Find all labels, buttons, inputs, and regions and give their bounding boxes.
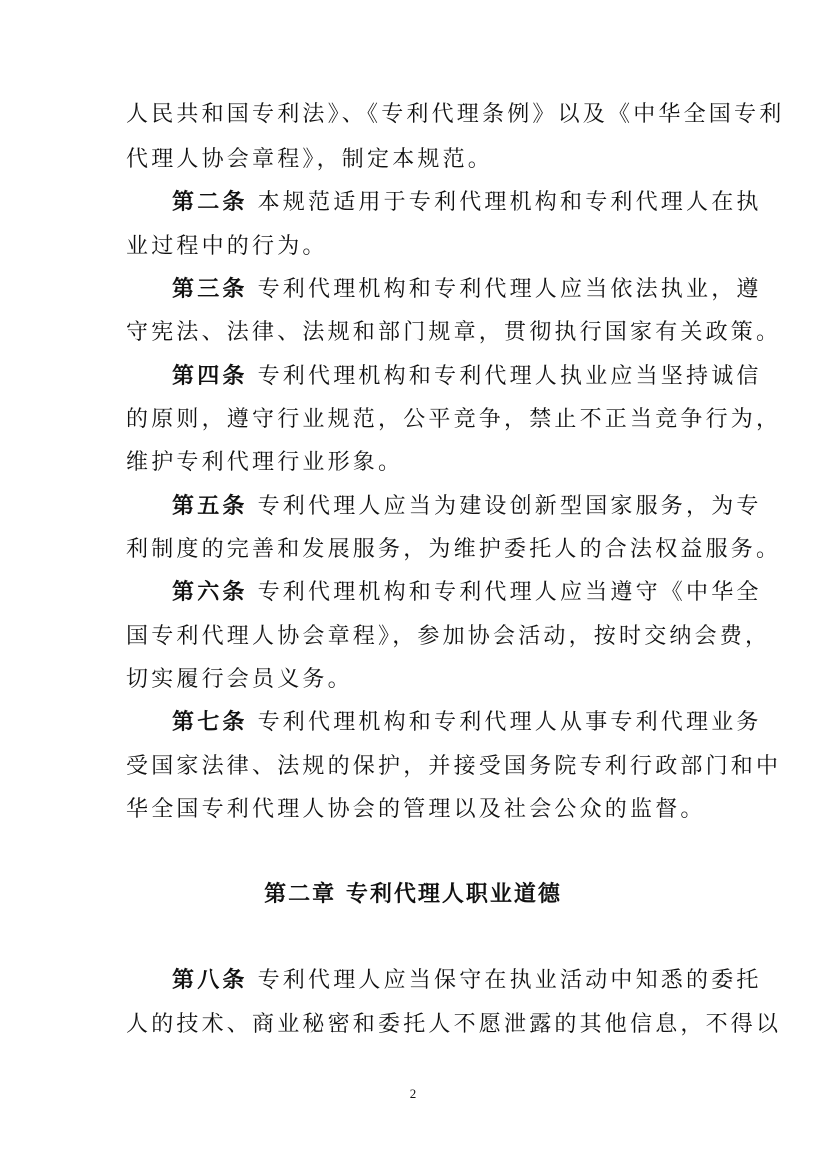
article-4-first-line (172, 362, 762, 392)
article-5-label: 第五条 (172, 494, 248, 519)
continuation-line-2: 代理人协会章程》，制定本规范。 (126, 147, 494, 172)
article-6-line-2: 国专利代理人协会章程》，参加协会活动，按时交纳会费， (126, 624, 771, 649)
article-6-text: 专利代理机构和专利代理人应当遵守《中华全 (257, 580, 762, 605)
chapter-heading: 第二章 专利代理人职业道德 (264, 882, 562, 907)
article-6-first-line (172, 578, 762, 608)
article-5-line-2: 利制度的完善和发展服务，为维护委托人的合法权益服务。 (126, 537, 782, 562)
article-4-label: 第四条 (172, 364, 248, 389)
article-7-first-line (172, 708, 762, 738)
article-4-line-2: 的原则，遵守行业规范，公平竞争，禁止不正当竞争行为， (126, 407, 782, 432)
article-4-text: 专利代理机构和专利代理人执业应当坚持诚信 (257, 364, 762, 389)
article-6-line-3: 切实履行会员义务。 (126, 667, 353, 692)
article-8-line-2: 人的技术、商业秘密和委托人不愿泄露的其他信息，不得以 (126, 1012, 782, 1037)
article-2-label: 第二条 (172, 190, 248, 215)
article-7-text: 专利代理机构和专利代理人从事专利代理业务 (257, 710, 762, 735)
article-7-line-2: 受国家法律、法规的保护，并接受国务院专利行政部门和中 (126, 754, 782, 779)
article-3-line-2: 守宪法、法律、法规和部门规章，贯彻执行国家有关政策。 (126, 320, 782, 345)
article-5-text: 专利代理人应当为建设创新型国家服务，为专 (257, 494, 762, 519)
article-2-text: 本规范适用于专利代理机构和专利代理人在执 (257, 190, 762, 215)
article-3-label: 第三条 (172, 277, 248, 302)
continuation-line-1: 人民共和国专利法》、《专利代理条例》以及《中华全国专利 (126, 102, 785, 127)
article-3-first-line (172, 275, 762, 305)
article-8-label: 第八条 (172, 968, 248, 993)
article-4-line-3: 维护专利代理行业形象。 (126, 450, 404, 475)
article-7-label: 第七条 (172, 710, 248, 735)
article-5-first-line (172, 492, 762, 522)
article-6-label: 第六条 (172, 580, 248, 605)
article-2-line-2: 业过程中的行为。 (126, 234, 328, 259)
article-8-text: 专利代理人应当保守在执业活动中知悉的委托 (257, 968, 762, 993)
article-3-text: 专利代理机构和专利代理人应当依法执业，遵 (257, 277, 762, 302)
page-number: 2 (409, 1086, 417, 1101)
article-2-first-line (172, 188, 762, 218)
article-8-first-line (172, 966, 762, 996)
article-7-line-3: 华全国专利代理人协会的管理以及社会公众的监督。 (126, 797, 706, 822)
